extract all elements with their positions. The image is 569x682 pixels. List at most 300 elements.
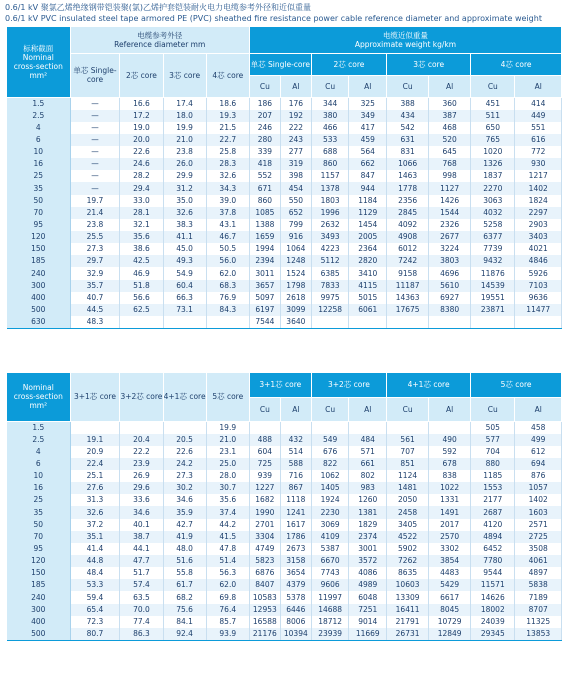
cross-section-cell: 16 — [7, 482, 70, 494]
table-cell: 2017 — [429, 519, 471, 531]
table-cell: 7833 — [311, 280, 349, 292]
cross-section-cell: 240 — [7, 267, 70, 279]
table-cell: 5015 — [349, 292, 387, 304]
table-cell: 432 — [280, 434, 311, 446]
table-cell: 592 — [429, 446, 471, 458]
table-cell: 61.7 — [163, 579, 206, 591]
top-spec-table — [7, 27, 562, 329]
table-cell: 387 — [429, 110, 471, 122]
table-cell: 84.1 — [163, 616, 206, 628]
table-cell: 10583 — [249, 591, 280, 603]
cross-section-cell: 25 — [7, 170, 70, 182]
cu-header: Cu — [311, 75, 349, 97]
table-cell: 19.9 — [206, 421, 249, 434]
table-row — [7, 434, 562, 446]
table-cell: 9432 — [471, 255, 515, 267]
cross-section-cell: 150 — [7, 243, 70, 255]
weight-subgroup-header: 单芯 Single-core — [249, 53, 311, 75]
cross-section-cell: 150 — [7, 567, 70, 579]
table-cell: 35.6 — [120, 231, 163, 243]
table-cell: 688 — [311, 146, 349, 158]
table-cell: 4223 — [311, 243, 349, 255]
table-cell: 490 — [429, 434, 471, 446]
table-cell: 564 — [349, 146, 387, 158]
table-cell — [163, 421, 206, 434]
table-row — [7, 219, 562, 231]
cross-section-cell: 185 — [7, 579, 70, 591]
cross-section-cell: 70 — [7, 531, 70, 543]
table-cell: 21.0 — [206, 434, 249, 446]
table-cell: 11669 — [349, 628, 387, 641]
table-cell: 2632 — [311, 219, 349, 231]
table-row — [7, 470, 562, 482]
weight-subgroup-header: 3芯 core — [387, 53, 471, 75]
table-cell: 5610 — [429, 280, 471, 292]
table-cell: 499 — [515, 434, 562, 446]
table-cell: 29.7 — [70, 255, 120, 267]
table-cell: 51.8 — [120, 280, 163, 292]
table-row — [7, 567, 562, 579]
table-cell: 2618 — [280, 292, 311, 304]
section-header — [7, 27, 70, 97]
table-cell: 6197 — [249, 304, 280, 316]
table-cell: 2050 — [387, 494, 429, 506]
table-cell: 8380 — [429, 304, 471, 316]
table-cell: 1994 — [249, 243, 280, 255]
table-cell: 1331 — [429, 494, 471, 506]
table-cell: 1217 — [515, 170, 562, 182]
table-cell: 3654 — [280, 567, 311, 579]
table-cell: 7743 — [311, 567, 349, 579]
table-cell: 86.3 — [120, 628, 163, 641]
table-cell: 23939 — [311, 628, 349, 641]
table-cell: 552 — [249, 170, 280, 182]
table-cell: 916 — [280, 231, 311, 243]
table-cell: 62.5 — [120, 304, 163, 316]
table-row — [7, 543, 562, 555]
al-header: Al — [280, 75, 311, 97]
table-cell: 243 — [280, 134, 311, 146]
cross-section-cell: 630 — [7, 316, 70, 329]
table-cell: 19.0 — [120, 122, 163, 134]
diameter-col-header: 3+2芯 core — [120, 373, 163, 421]
table-cell: 35.1 — [70, 531, 120, 543]
table-cell: 17675 — [387, 304, 429, 316]
table-cell: 1022 — [429, 482, 471, 494]
table-cell: 28.2 — [120, 170, 163, 182]
title-english: 0.6/1 kV PVC insulated steel tape armored PE (PVC) sheathed fire resistance power cable reference diameter and approximate weight — [5, 14, 542, 23]
table-cell: 44.1 — [120, 543, 163, 555]
diameter-col-header: 3芯 core — [163, 53, 206, 97]
table-cell: 851 — [387, 458, 429, 470]
table-cell: 77.4 — [120, 616, 163, 628]
table-cell: 68.3 — [206, 280, 249, 292]
table-cell: 1402 — [515, 182, 562, 194]
table-cell: 76.4 — [206, 604, 249, 616]
table-row — [7, 458, 562, 470]
table-cell: 1241 — [280, 506, 311, 518]
table-cell: 6927 — [429, 292, 471, 304]
table-cell: 388 — [387, 97, 429, 110]
table-cell: 19.3 — [206, 110, 249, 122]
table-cell: 20.5 — [163, 434, 206, 446]
table-cell: 451 — [471, 97, 515, 110]
table-cell: 26.9 — [120, 470, 163, 482]
table-cell: 1157 — [311, 170, 349, 182]
table-cell: 9636 — [515, 292, 562, 304]
table-cell: 1824 — [515, 195, 562, 207]
table-cell: 1064 — [280, 243, 311, 255]
weight-header-zh: 电缆近似重量 — [382, 30, 428, 40]
table-cell: 57.4 — [120, 579, 163, 591]
table-cell: 802 — [349, 470, 387, 482]
cross-section-cell: 50 — [7, 519, 70, 531]
table-cell: 56.0 — [206, 255, 249, 267]
table-cell: — — [70, 170, 120, 182]
table-cell: 1829 — [349, 519, 387, 531]
table-cell — [120, 421, 163, 434]
table-cell: 14688 — [311, 604, 349, 616]
table-cell: 459 — [349, 134, 387, 146]
table-cell: 2845 — [387, 207, 429, 219]
table-cell: 2326 — [429, 219, 471, 231]
table-cell: 860 — [249, 195, 280, 207]
table-cell: 1996 — [311, 207, 349, 219]
table-cell: 3493 — [311, 231, 349, 243]
table-cell: 27.3 — [163, 470, 206, 482]
table-cell: 23871 — [471, 304, 515, 316]
table-cell: 551 — [515, 122, 562, 134]
table-cell: 93.9 — [206, 628, 249, 641]
table-cell: 3304 — [249, 531, 280, 543]
cross-section-cell: 6 — [7, 134, 70, 146]
table-cell: 6617 — [429, 591, 471, 603]
table-cell: 9014 — [349, 616, 387, 628]
table-cell: 325 — [349, 97, 387, 110]
table-cell: 21176 — [249, 628, 280, 641]
table-row — [7, 482, 562, 494]
table-cell: 930 — [515, 158, 562, 170]
al-header: Al — [349, 75, 387, 97]
table-cell: 34.6 — [120, 506, 163, 518]
table-cell: 28.3 — [206, 158, 249, 170]
table-cell: 49.3 — [163, 255, 206, 267]
table-cell: 3224 — [429, 243, 471, 255]
table-cell: 14626 — [471, 591, 515, 603]
table-cell: 319 — [280, 158, 311, 170]
table-cell: 449 — [515, 110, 562, 122]
table-cell: 24.6 — [120, 158, 163, 170]
table-cell: 28.0 — [206, 470, 249, 482]
table-cell: 3063 — [471, 195, 515, 207]
cross-section-cell: 35 — [7, 182, 70, 194]
al-header: Al — [515, 75, 562, 97]
section-header-en1: Nominal — [22, 52, 54, 62]
table-cell: 799 — [280, 219, 311, 231]
table-cell: 1617 — [280, 519, 311, 531]
table-cell: 1659 — [249, 231, 280, 243]
table-cell: 44.2 — [206, 519, 249, 531]
table-cell: 2673 — [280, 543, 311, 555]
table-cell: 11876 — [471, 267, 515, 279]
table-cell: 880 — [471, 458, 515, 470]
table-cell: 44.5 — [70, 304, 120, 316]
table-cell: 16411 — [387, 604, 429, 616]
cross-section-cell: 6 — [7, 458, 70, 470]
table-cell: 59.4 — [70, 591, 120, 603]
table-cell: 847 — [349, 170, 387, 182]
table-cell: 1388 — [249, 219, 280, 231]
weight-subgroup-header: 5芯 core — [471, 373, 562, 397]
cross-section-cell: 50 — [7, 195, 70, 207]
section-header-en1: Nominal — [22, 383, 54, 393]
table-row — [7, 494, 562, 506]
table-cell: 40.1 — [120, 519, 163, 531]
table-cell: 26731 — [387, 628, 429, 641]
cross-section-cell: 120 — [7, 231, 70, 243]
table-cell: 11325 — [515, 616, 562, 628]
table-cell: 24.2 — [163, 458, 206, 470]
section-header-zh: 标称截面 — [23, 43, 54, 53]
table-cell: 2364 — [349, 243, 387, 255]
table-cell: 277 — [280, 146, 311, 158]
diameter-col-header: 单芯 Single-core — [70, 53, 120, 97]
table-cell: 694 — [515, 458, 562, 470]
table-cell: 246 — [249, 122, 280, 134]
table-cell: 62.0 — [206, 267, 249, 279]
cu-header: Cu — [471, 75, 515, 97]
table-cell: 70.0 — [120, 604, 163, 616]
table-cell: 2903 — [515, 219, 562, 231]
cross-section-cell: 500 — [7, 304, 70, 316]
table-cell: 652 — [280, 207, 311, 219]
table-cell: 2374 — [349, 531, 387, 543]
table-cell: 1085 — [249, 207, 280, 219]
table-row — [7, 555, 562, 567]
table-cell: 32.9 — [70, 267, 120, 279]
table-cell: 4894 — [471, 531, 515, 543]
table-cell: 707 — [387, 446, 429, 458]
diameter-header-zh: 电缆参考外径 — [137, 30, 183, 40]
table-cell — [429, 421, 471, 434]
table-row — [7, 122, 562, 134]
table-cell: 434 — [387, 110, 429, 122]
cu-header: Cu — [311, 397, 349, 421]
table-row — [7, 182, 562, 194]
table-cell: 588 — [280, 458, 311, 470]
table-cell: 1248 — [280, 255, 311, 267]
table-cell: 76.9 — [206, 292, 249, 304]
table-cell: 1682 — [249, 494, 280, 506]
table-cell: 75.6 — [163, 604, 206, 616]
table-cell: 2458 — [387, 506, 429, 518]
table-cell — [387, 421, 429, 434]
table-cell: 29345 — [471, 628, 515, 641]
table-cell: 4032 — [471, 207, 515, 219]
table-cell: 1260 — [349, 494, 387, 506]
diameter-header-en: Reference diameter mm — [114, 39, 206, 49]
table-cell: 561 — [387, 434, 429, 446]
table-cell: 542 — [387, 122, 429, 134]
table-cell — [120, 316, 163, 329]
section-header-unit: mm² — [29, 70, 48, 80]
table-cell — [311, 421, 349, 434]
section-header-en2: cross-section — [13, 61, 63, 71]
table-cell: 63.5 — [120, 591, 163, 603]
table-cell: 662 — [349, 158, 387, 170]
table-cell: 60.4 — [163, 280, 206, 292]
table-cell: 4749 — [249, 543, 280, 555]
table-cell: 20.9 — [70, 446, 120, 458]
table-cell: 511 — [471, 110, 515, 122]
table-cell: 4115 — [349, 280, 387, 292]
table-row — [7, 304, 562, 316]
weight-subgroup-header: 4+1芯 core — [387, 373, 471, 397]
table-cell: 4989 — [349, 579, 387, 591]
table-row — [7, 531, 562, 543]
table-cell: 32.6 — [206, 170, 249, 182]
cross-section-cell: 500 — [7, 628, 70, 641]
table-cell: 16.6 — [120, 97, 163, 110]
table-cell: 8707 — [515, 604, 562, 616]
table-cell: 1524 — [280, 267, 311, 279]
table-cell: 1402 — [515, 494, 562, 506]
table-cell: 349 — [349, 110, 387, 122]
table-cell: 4092 — [387, 219, 429, 231]
table-cell: 20.4 — [120, 434, 163, 446]
table-cell: 18.6 — [206, 97, 249, 110]
table-cell: 6876 — [249, 567, 280, 579]
table-cell: 3011 — [249, 267, 280, 279]
table-cell: 48.3 — [70, 316, 120, 329]
table-cell: 1184 — [349, 195, 387, 207]
table-cell: 5258 — [471, 219, 515, 231]
table-cell: 860 — [311, 158, 349, 170]
table-cell: 2230 — [311, 506, 349, 518]
table-cell: 3405 — [387, 519, 429, 531]
table-cell: 4021 — [515, 243, 562, 255]
table-cell: 21.5 — [206, 122, 249, 134]
table-cell: 41.4 — [70, 543, 120, 555]
table-cell: — — [70, 97, 120, 110]
table-cell: 33.6 — [120, 494, 163, 506]
table-cell: 41.5 — [206, 531, 249, 543]
table-cell: 9544 — [471, 567, 515, 579]
table-cell: 418 — [249, 158, 280, 170]
diameter-col-header: 4芯 core — [206, 53, 249, 97]
table-cell: 514 — [280, 446, 311, 458]
table-cell: 944 — [349, 182, 387, 194]
table-cell: 2571 — [515, 519, 562, 531]
table-cell: 32.6 — [70, 506, 120, 518]
table-cell: 10603 — [387, 579, 429, 591]
table-cell: 8006 — [280, 616, 311, 628]
table-cell: 72.3 — [70, 616, 120, 628]
table-row — [7, 604, 562, 616]
table-cell: 22.6 — [163, 446, 206, 458]
table-cell: 2570 — [429, 531, 471, 543]
table-cell: 6446 — [280, 604, 311, 616]
table-cell: 645 — [429, 146, 471, 158]
table-cell: 6670 — [311, 555, 349, 567]
table-cell: 23.8 — [70, 219, 120, 231]
table-cell: 38.3 — [163, 219, 206, 231]
table-cell: 6012 — [387, 243, 429, 255]
table-cell: 716 — [280, 470, 311, 482]
table-cell: 822 — [311, 458, 349, 470]
table-cell: 1553 — [471, 482, 515, 494]
table-cell: 983 — [349, 482, 387, 494]
table-cell: 3803 — [429, 255, 471, 267]
table-row — [7, 134, 562, 146]
table-cell — [349, 421, 387, 434]
diameter-col-header: 4+1芯 core — [163, 373, 206, 421]
table-cell: 3001 — [349, 543, 387, 555]
table-row — [7, 255, 562, 267]
cross-section-cell: 4 — [7, 446, 70, 458]
table-cell: 33.0 — [120, 195, 163, 207]
table-cell: 838 — [429, 470, 471, 482]
weight-subgroup-header: 3+2芯 core — [311, 373, 386, 397]
table-cell: 678 — [429, 458, 471, 470]
table-row — [7, 97, 562, 110]
table-cell: 3302 — [429, 543, 471, 555]
table-cell: 725 — [249, 458, 280, 470]
table-cell: 1803 — [311, 195, 349, 207]
table-cell: 2005 — [349, 231, 387, 243]
table-cell: 7189 — [515, 591, 562, 603]
table-cell: 1066 — [387, 158, 429, 170]
table-cell: 1020 — [471, 146, 515, 158]
table-cell: 21.0 — [163, 134, 206, 146]
table-cell: 1405 — [311, 482, 349, 494]
table-cell: 6377 — [471, 231, 515, 243]
table-cell: 35.9 — [163, 506, 206, 518]
table-cell: 38.6 — [120, 243, 163, 255]
cross-section-cell: 1.5 — [7, 421, 70, 434]
table-row — [7, 421, 562, 434]
section-header-en2: cross-section — [13, 392, 63, 402]
table-cell: 5429 — [429, 579, 471, 591]
table-cell: 18.0 — [163, 110, 206, 122]
table-cell: 18002 — [471, 604, 515, 616]
table-cell: 671 — [249, 182, 280, 194]
table-cell: 32.1 — [120, 219, 163, 231]
table-cell: 68.2 — [163, 591, 206, 603]
table-cell: 1326 — [471, 158, 515, 170]
table-cell: 4109 — [311, 531, 349, 543]
table-row — [7, 207, 562, 219]
cross-section-cell: 120 — [7, 555, 70, 567]
table-cell: 13853 — [515, 628, 562, 641]
table-cell — [206, 316, 249, 329]
table-cell: 27.6 — [70, 482, 120, 494]
table-cell: 3572 — [349, 555, 387, 567]
table-cell: 56.3 — [206, 567, 249, 579]
table-cell: 772 — [515, 146, 562, 158]
table-cell: 1924 — [311, 494, 349, 506]
table-cell: 29.6 — [120, 482, 163, 494]
table-cell: 6048 — [349, 591, 387, 603]
table-cell: 47.7 — [120, 555, 163, 567]
cross-section-cell: 240 — [7, 591, 70, 603]
table-cell: 11477 — [515, 304, 562, 316]
table-cell — [515, 316, 562, 329]
table-cell: 23.9 — [120, 458, 163, 470]
table-cell: 2394 — [249, 255, 280, 267]
table-cell: 661 — [349, 458, 387, 470]
table-cell: 5112 — [311, 255, 349, 267]
